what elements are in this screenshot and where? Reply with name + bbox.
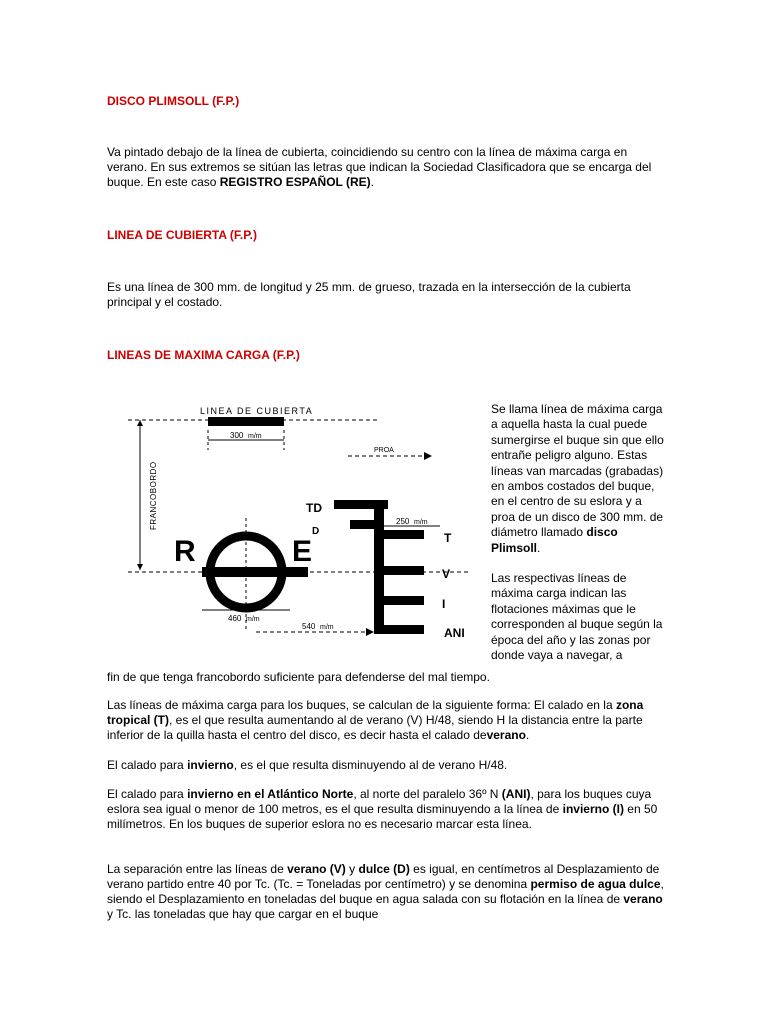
text: Las líneas de máxima carga para los buques, se calculan de la siguiente forma: El calado en la <box>107 698 616 712</box>
plimsoll-svg <box>128 400 480 650</box>
francobordo-arrow-bottom <box>137 564 143 570</box>
dim-540-unit: m/m <box>320 624 334 631</box>
dim-300-label: 300 <box>230 431 244 440</box>
d-line <box>350 520 384 529</box>
paragraph-ani <box>107 787 667 832</box>
text: en 50 milímetros. En los buques de superior eslora no es necesario marcar esta línea. <box>107 802 658 831</box>
text: es igual, en centímetros al Desplazamiento de verano partido entre 40 por Tc. (Tc. = Toneladas por centímetro) y se denomina <box>107 862 660 891</box>
bold-text: disco Plimsoll <box>491 525 618 555</box>
text: El calado para <box>107 758 188 772</box>
i-line <box>374 596 424 605</box>
label-i: I <box>442 597 446 611</box>
label-v: V <box>442 567 451 581</box>
paragraph-calado <box>107 698 667 743</box>
side-column <box>491 402 666 664</box>
paragraph-disco <box>107 145 667 190</box>
bold-text: permiso de agua dulce <box>530 877 661 891</box>
text: , al norte del paralelo 36º N <box>353 787 502 801</box>
letter-e: E <box>292 535 313 568</box>
francobordo-label: FRANCOBORDO <box>149 461 158 530</box>
bold-text: verano <box>486 728 526 742</box>
text: y <box>345 862 359 876</box>
paragraph-invierno <box>107 758 667 773</box>
dim-250-unit: m/m <box>414 519 428 526</box>
dim-460-label: 460 <box>228 614 242 623</box>
t-line <box>374 530 424 539</box>
dim-540-label: 540 <box>302 622 316 631</box>
heading-lineas-maxima-carga: LINEAS DE MAXIMA CARGA (F.P.) <box>107 348 300 362</box>
disc-bar <box>202 567 308 577</box>
text: . <box>370 175 374 189</box>
dim-460-unit: m/m <box>246 616 260 623</box>
deck-line-bar <box>208 417 284 426</box>
bold-text: REGISTRO ESPAÑOL (RE) <box>219 175 371 189</box>
bold-text: verano (V) <box>287 862 346 876</box>
dim-300-unit: m/m <box>248 433 262 440</box>
text: , siendo el Desplazamiento en toneladas del buque en agua salada con su flotación en la línea de <box>107 877 664 906</box>
paragraph-continuation: fin de que tenga francobordo suficiente para defenderse del mal tiempo. <box>107 670 490 684</box>
text: El calado para <box>107 787 188 801</box>
proa-label: PROA <box>374 447 394 454</box>
heading-linea-cubierta: LINEA DE CUBIERTA (F.P.) <box>107 228 258 242</box>
bold-text: dulce (D) <box>358 862 410 876</box>
text: , es el que resulta aumentando al de verano (V) H/48, siendo H la distancia entre la parte inferior de la quilla hasta el centro del disco, es decir hasta el calado de <box>107 713 643 742</box>
side-paragraph-2: Las respectivas líneas de máxima carga indican las flotaciones máximas que le corresponden al buque según la época del año y las zonas por donde vaya a navegar, a <box>491 571 663 663</box>
paragraph-dulce <box>107 862 667 922</box>
bold-text: zona tropical (T) <box>107 698 644 727</box>
text: Va pintado debajo de la línea de cubierta, coincidiendo su centro con la línea de máxima carga en verano. En sus extremos se sitúan las letras que indican la Sociedad Clasificadora que se encarga del buque. En este caso <box>107 145 652 189</box>
label-d: D <box>312 526 320 537</box>
francobordo-arrow-top <box>137 420 143 426</box>
text: y Tc. las toneladas que hay que cargar en el buque <box>107 907 379 921</box>
ani-line <box>374 625 424 634</box>
bold-text: (ANI) <box>501 787 531 801</box>
proa-arrowhead <box>424 452 432 460</box>
text: La separación entre las líneas de <box>107 862 288 876</box>
text: , es el que resulta disminuyendo al de verano H/48. <box>233 758 508 772</box>
v-line <box>374 566 424 575</box>
paragraph-linea: Es una línea de 300 mm. de longitud y 25 mm. de grueso, trazada en la intersección de la cubierta principal y el costado. <box>107 280 631 309</box>
heading-disco-plimsoll: DISCO PLIMSOLL (F.P.) <box>107 94 240 108</box>
label-td: TD <box>306 501 322 515</box>
text: , para los buques cuya eslora sea igual o menor de 100 metros, es el que resulta disminuyendo a la línea de <box>107 787 652 816</box>
bold-text: verano <box>623 892 663 906</box>
text: Se llama línea de máxima carga a aquella hasta la cual puede sumergirse el buque sin que ello entrañe peligro alguno. Estas líneas van marcadas (grabadas) en ambos costados del buque, en el centro de su eslora y a proa de un disco de 300 mm. de diámetro llamado <box>491 402 664 540</box>
side-paragraph-1 <box>491 402 666 556</box>
bold-text: invierno (I) <box>562 802 624 816</box>
dim-540-arrow <box>366 628 374 636</box>
text: . <box>537 540 541 555</box>
plimsoll-diagram <box>128 400 480 650</box>
bold-text: invierno <box>187 758 234 772</box>
deck-label: LINEA DE CUBIERTA <box>200 406 314 416</box>
dim-250-label: 250 <box>396 517 410 526</box>
label-ani: ANI <box>444 626 465 640</box>
spacer <box>491 556 666 571</box>
text: . <box>525 728 530 742</box>
letter-r: R <box>174 535 196 568</box>
label-t: T <box>444 531 452 545</box>
bold-text: invierno en el Atlántico Norte <box>187 787 354 801</box>
